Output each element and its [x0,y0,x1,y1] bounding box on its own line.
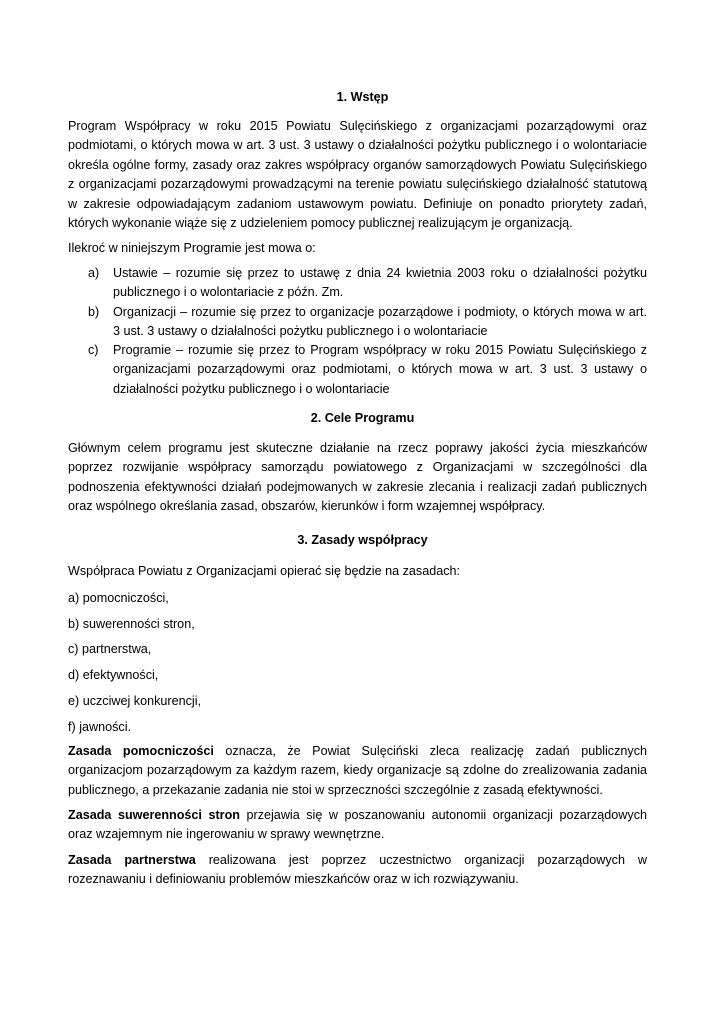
principle-item: c) partnerstwa, [68,642,152,656]
definition-label: Zasada suwerenności stron [68,808,240,822]
list-text: Organizacji – rozumie się przez to organizacje pozarządowe i podmioty, o których mowa w art. 3 ust. 3 ustawy o działalności pożytku publicznego i o wolontariacie [113,305,647,339]
definition-text: przejawia się w poszanowaniu autonomii organizacji pozarządowych oraz wzajemnym nie ingerowaniu w sprawy wewnętrzne. [68,808,647,842]
principle-definition-sovereignty [68,806,647,845]
list-marker: a) [88,266,100,280]
section-2-paragraph-1: Głównym celem programu jest skuteczne działanie na rzecz poprawy jakości życia mieszkańców poprzez rozwijanie współpracy samorządu powiatowego z Organizacjami w szczególności dla podnoszenia efektywności działań podejmowanych w zakresie zlecania i realizacji zadań publicznych oraz wspólnego określania zasad, obszarów, kierunków i form wzajemnej współpracy. [68,441,647,514]
definition-label: Zasada pomocniczości [68,744,214,758]
principle-item: a) pomocniczości, [68,591,169,605]
list-text: Programie – rozumie się przez to Program współpracy w roku 2015 Powiatu Sulęcińskiego z organizacjami pozarządowymi oraz podmiotami, o których mowa w art. 3 ust. 3 ustawy o działalności pożytku publicznego i o wolontariacie [113,343,647,396]
principle-item: b) suwerenności stron, [68,617,195,631]
principle-item: d) efektywności, [68,668,159,682]
section-3-intro: Współpraca Powiatu z Organizacjami opierać się będzie na zasadach: [68,564,461,578]
principle-item: f) jawności. [68,720,131,734]
principle-item: e) uczciwej konkurencji, [68,694,201,708]
list-marker: b) [88,305,100,319]
principle-definition-subsidiarity [68,742,647,800]
list-marker: c) [88,343,99,357]
definition-text: oznacza, że Powiat Sulęciński zleca realizację zadań publicznych organizacjom pozarządowym za każdym razem, kiedy organizacje są zdolne do zrealizowania zadania publicznego, a przekazanie zadania nie stoi w sprzeczności szczególnie z zasadą efektywności. [68,744,647,797]
principle-definition-partnership [68,851,647,890]
section-1-paragraph-2: Ilekroć w niniejszym Programie jest mowa o: [68,241,316,255]
section-2-title: 2. Cele Programu [310,411,415,425]
list-text: Ustawie – rozumie się przez to ustawę z dnia 24 kwietnia 2003 roku o działalności pożytku publicznego i o wolontariacie z późn. Zm. [113,266,647,300]
section-3-title: 3. Zasady współpracy [297,533,428,547]
definition-label: Zasada partnerstwa [68,853,196,867]
section-1-title: 1. Wstęp [336,90,389,104]
definition-text: realizowana jest poprzez uczestnictwo organizacji pozarządowych w rozeznawaniu i definiowaniu problemów mieszkańców oraz w ich rozwiązywaniu. [68,853,648,887]
section-1-paragraph-1: Program Współpracy w roku 2015 Powiatu Sulęcińskiego z organizacjami pozarządowymi oraz podmiotami, o których mowa w art. 3 ust. 3 ustawy o działalności pożytku publicznego i o wolontariacie określa ogólne formy, zasady oraz zakres współpracy organów samorządowych Powiatu Sulęcińskiego z organizacjami pozarządowymi prowadzącymi na terenie powiatu sulęcińskiego działalność statutową w zakresie odpowiadającym zadaniom ustawowym powiatu. Definiuje on ponadto priorytety zadań, których wykonanie wiąże się z udzieleniem pomocy publicznej realizującym je organizacją. [68,119,647,231]
